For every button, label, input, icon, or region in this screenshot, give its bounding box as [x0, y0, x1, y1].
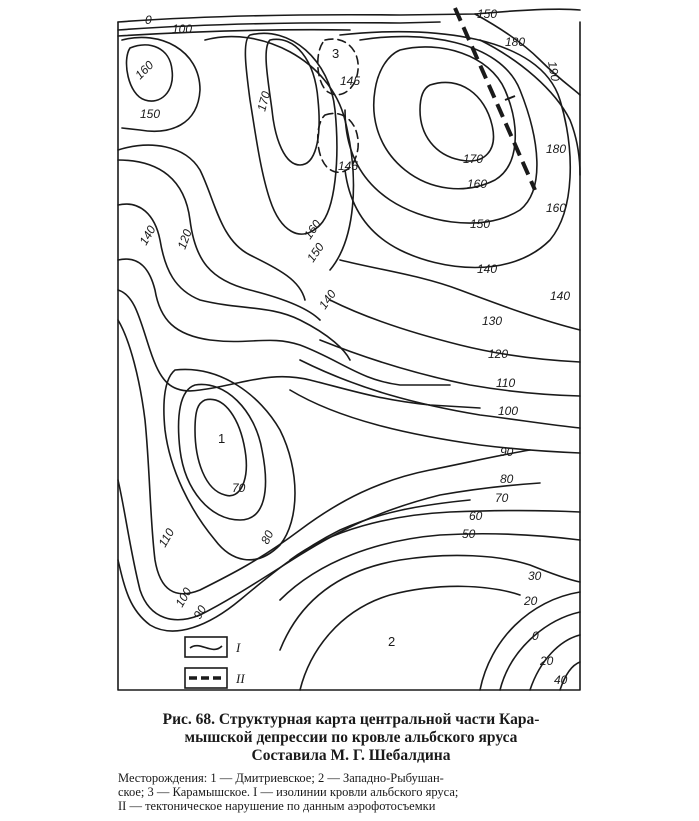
contour-line: [266, 39, 319, 165]
contour-label: 145: [340, 74, 361, 88]
contour-label: 150: [477, 7, 498, 21]
contour-line: [330, 300, 580, 362]
legend-line: ское; 3 — Карамышское. I — изолинии кровли альбского яруса;: [118, 785, 459, 799]
contour-label: 110: [496, 376, 516, 390]
contour-line: [118, 145, 305, 300]
contour-line: [118, 500, 470, 631]
field-label: 2: [388, 634, 396, 649]
contour-label: 140: [136, 223, 159, 248]
contour-label: 180: [505, 35, 526, 49]
contour-label: 110: [155, 525, 178, 550]
contour-label: 160: [132, 58, 157, 83]
contour-line: [245, 33, 336, 234]
contour-label: 160: [300, 217, 324, 242]
contour-line: [290, 390, 580, 453]
contour-label: 160: [546, 201, 567, 215]
contour-label: 0: [145, 13, 152, 27]
legend-line: Месторождения: 1 — Дмитриевское; 2 — Западно-Рыбушан-: [118, 771, 444, 785]
contour-label: 50: [462, 527, 476, 541]
contour-line: [179, 384, 266, 520]
contour-label: 20: [524, 594, 538, 608]
contour-line: [500, 612, 580, 690]
caption-line: Рис. 68. Структурная карта центральной части Кара-: [162, 711, 540, 728]
contour-label: 30: [528, 569, 542, 583]
legend-label: I: [236, 640, 241, 655]
contour-line: [118, 9, 580, 22]
contour-label: 20: [540, 654, 554, 668]
contour-label: 145: [338, 159, 359, 173]
contour-label: 40: [554, 673, 568, 687]
contour-label: 170: [463, 152, 484, 166]
legend-label: II: [236, 671, 245, 686]
contour-label: 0: [532, 629, 539, 643]
contour-line: [118, 22, 440, 30]
contour-label: 90: [500, 445, 514, 459]
contour-label: 70: [232, 481, 246, 495]
contour-label: 150: [140, 107, 161, 121]
contour-label: 120: [488, 347, 509, 361]
contour-label: 180: [546, 142, 567, 156]
contour-line: [118, 30, 350, 36]
contour-line: [122, 37, 200, 131]
contour-line: [475, 14, 580, 95]
contour-label: 160: [467, 177, 488, 191]
fault-tick: [505, 96, 515, 100]
contour-line: [320, 340, 580, 396]
figure-caption: [108, 711, 594, 765]
contour-label: 100: [172, 585, 195, 610]
contour-label: 60: [469, 509, 483, 523]
contour-label: 140: [550, 289, 571, 303]
field-label: 1: [218, 431, 226, 446]
contour-line: [374, 47, 515, 189]
contour-line: [118, 290, 480, 408]
legend-line: II — тектоническое нарушение по данным аэрофотосъемки: [118, 799, 436, 813]
contour-line: [300, 586, 520, 690]
contour-line: [118, 320, 530, 594]
legend-description: [118, 771, 588, 813]
legend-isoline-sample: [190, 646, 222, 650]
contour-line: [420, 82, 493, 161]
caption-line: Составила М. Г. Шебалдина: [251, 747, 451, 764]
contour-label: 120: [174, 227, 195, 252]
contour-label: 80: [258, 528, 277, 547]
contour-label: 80: [500, 472, 514, 486]
contour-label: 190: [545, 60, 563, 83]
contour-label: 140: [477, 262, 498, 276]
contour-label: 150: [303, 240, 327, 265]
contour-label: 150: [470, 217, 491, 231]
caption-line: мышской депрессии по кровле альбского яруса: [184, 729, 518, 746]
contour-label: 130: [482, 314, 503, 328]
contour-label: 100: [172, 22, 193, 36]
field-label: 3: [332, 46, 340, 61]
contour-label: 140: [315, 287, 339, 312]
contour-label: 100: [498, 404, 519, 418]
contour-line: [118, 259, 450, 385]
contour-line: [205, 37, 353, 270]
contour-label: 170: [254, 89, 274, 113]
contour-label: 70: [495, 491, 509, 505]
contour-label: 90: [190, 602, 210, 622]
